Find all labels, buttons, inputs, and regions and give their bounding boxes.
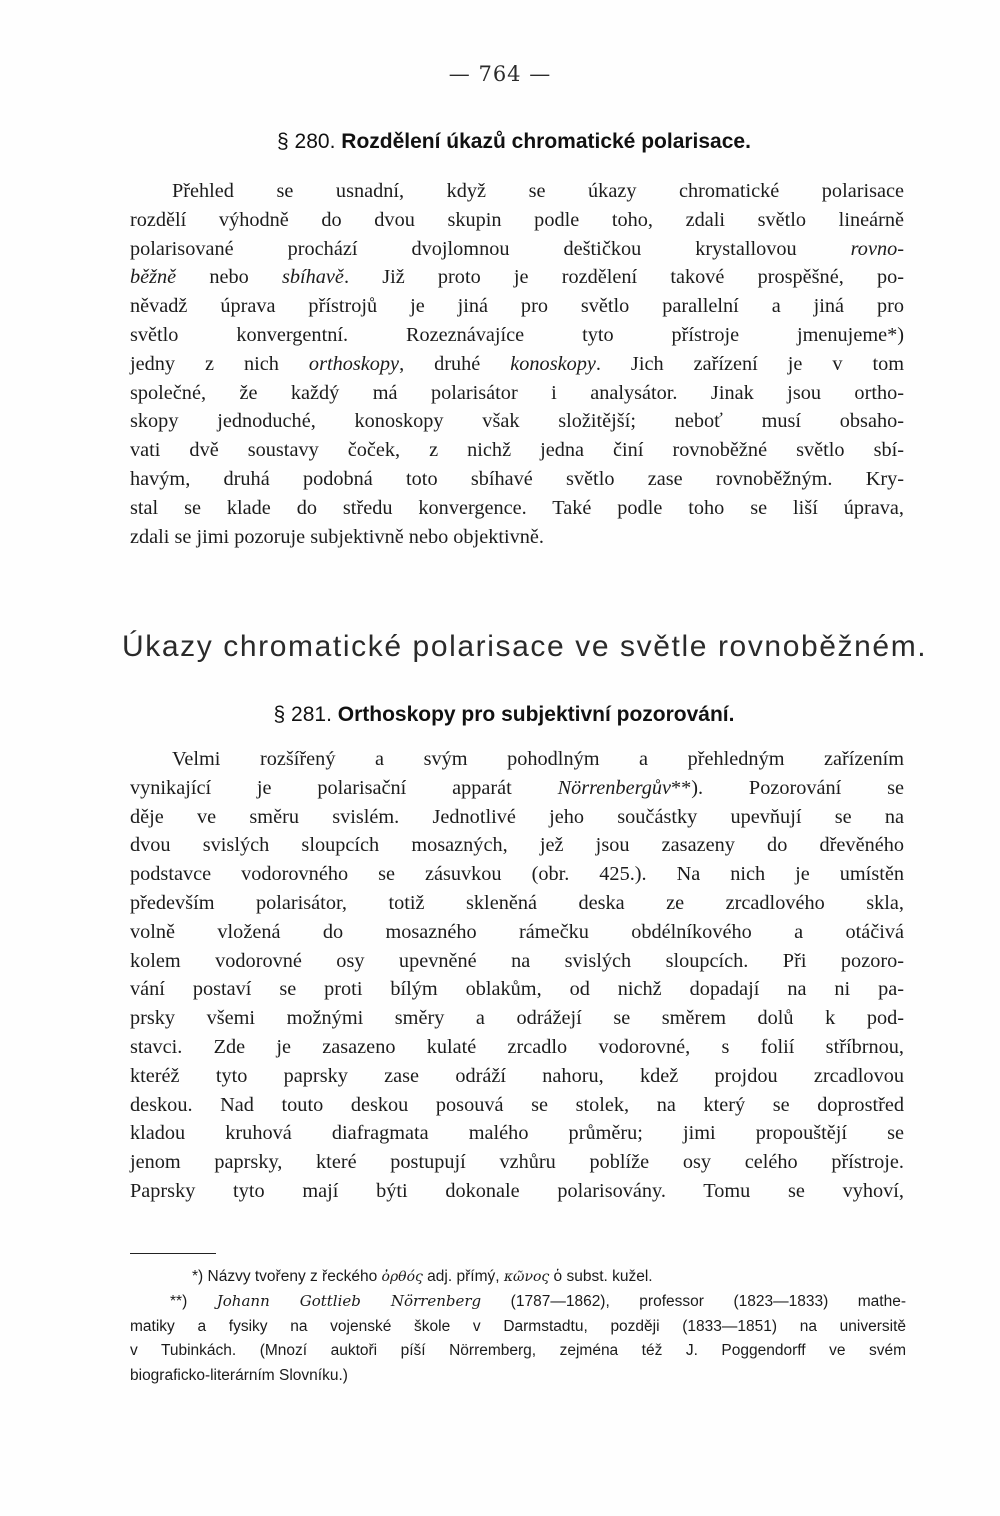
text-line: něvadž úprava přístrojů je jiná pro světlo parallelní a jiná pro xyxy=(130,295,904,318)
emphasis: běžně xyxy=(130,266,177,289)
footnote-divider xyxy=(130,1253,216,1254)
greek-word: κῶνος xyxy=(503,1269,550,1285)
text-line: skopy jednoduché, konoskopy však složitější; neboť musí obsaho- xyxy=(130,410,904,433)
text-line: kolem vodorovné osy upevněné na svislých sloupcích. Při pozoro- xyxy=(130,949,904,972)
section-281-heading xyxy=(0,703,1000,727)
text-line: Velmi rozšířený a svým pohodlným a přehledným zařízením xyxy=(172,748,904,770)
footnote-1 xyxy=(130,1265,906,1289)
text-segment: vynikající je polarisační apparát xyxy=(130,776,558,799)
paragraph-1 xyxy=(130,177,904,551)
footnote-2-line: v Tubinkách. (Mnozí auktoři píší Nörremberg, zejména též J. Poggendorff ve svém xyxy=(130,1342,906,1360)
text-line: vání postaví se proti bílým oblakům, od nichž dopadají na ni pa- xyxy=(130,978,904,1001)
page-number: — 764 — xyxy=(448,62,552,86)
emphasis: konoskopy xyxy=(510,352,596,375)
text-line: volně vložená do mosazného rámečku obdélníkového a otáčivá xyxy=(130,920,904,943)
section-280-title: Rozdělení úkazů chromatické polarisace. xyxy=(341,130,751,153)
text-line: stal se klade do středu konvergence. Také podle toho se liší úprava, xyxy=(130,496,904,519)
text-line: vati dvě soustavy čoček, z nichž jedna činí rovnoběžné světlo sbí- xyxy=(130,439,904,462)
text-segment: ὁ subst. kužel. xyxy=(549,1268,653,1285)
chapter-heading: Úkazy chromatické polarisace ve světle rovnoběžném. xyxy=(122,630,928,663)
text-line xyxy=(130,263,904,292)
text-segment: jedny z nich xyxy=(130,352,309,375)
text-line: prsky všemi možnými směry a odrážejí se směrem dolů k pod- xyxy=(130,1007,904,1030)
footnote-2-line: biograficko-literárním Slovníku.) xyxy=(130,1366,348,1384)
text-line: rozdělí výhodně do dvou skupin podle toho, zdali světlo lineárně xyxy=(130,208,904,231)
text-line xyxy=(130,774,904,803)
text-line: společné, že každý má polarisátor i analysátor. Jinak jsou ortho- xyxy=(130,381,904,404)
text-line: Paprsky tyto mají býti dokonale polarisovány. Tomu se vyhoví, xyxy=(130,1179,904,1202)
text-line: kteréž tyto paprsky zase odráží nahoru, kdež projdou zrcadlovou xyxy=(130,1064,904,1087)
text-segment: **). Pozorování se xyxy=(671,776,904,799)
text-line: především polarisátor, totiž skleněná deska ze zrcadlového skla, xyxy=(130,891,904,914)
text-line: jenom paprsky, které postupují vzhůru poblíže osy celého přístroje. xyxy=(130,1151,904,1174)
text-line: kladou kruhová diafragmata malého průměru; jimi propouštějí se xyxy=(130,1122,904,1145)
text-segment: . Jich zařízení je v tom xyxy=(595,352,904,375)
text-segment: . Již proto je rozdělení takové prospěšné, po- xyxy=(343,266,904,289)
greek-word: ὀρθός xyxy=(381,1269,423,1285)
text-line xyxy=(130,350,904,379)
emphasis: Nörrenbergův xyxy=(557,776,672,799)
text-segment: , druhé xyxy=(399,352,511,375)
footnote-2 xyxy=(130,1289,906,1314)
text-segment: polarisované prochází dvojlomnou deštičkou krystallovou xyxy=(130,237,851,260)
emphasis: Johann Gottlieb Nörrenberg xyxy=(216,1292,482,1311)
text-line xyxy=(130,235,904,264)
text-line: zdali se jimi pozoruje subjektivně nebo objektivně. xyxy=(130,525,544,548)
section-281-number: § 281. xyxy=(273,703,332,726)
text-segment: *) Názvy tvořeny z řeckého xyxy=(192,1268,382,1285)
text-line: dvou svislých sloupcích mosazných, jež jsou zasazeny do dřevěného xyxy=(130,834,904,857)
section-280-heading xyxy=(0,130,1000,154)
footnote-2-line: matiky a fysiky na vojenské škole v Darmstadtu, později (1833—1851) na universitě xyxy=(130,1317,906,1335)
paragraph-2 xyxy=(130,745,904,1206)
text-line: světlo konvergentní. Rozeznávajíce tyto přístroje jmenujeme*) xyxy=(130,323,904,346)
emphasis: sbíhavě xyxy=(281,266,344,289)
emphasis: rovno- xyxy=(850,237,904,260)
text-segment: **) xyxy=(170,1293,217,1311)
text-segment: adj. přímý, xyxy=(422,1268,504,1285)
text-line: děje ve směru svislém. Jednotlivé jeho součástky upevňují se na xyxy=(130,805,904,828)
emphasis: orthoskopy xyxy=(308,352,400,375)
text-line: deskou. Nad touto deskou posouvá se stolek, na který se doprostřed xyxy=(130,1093,904,1116)
footnotes xyxy=(130,1265,906,1388)
text-segment: (1787—1862), professor (1823—1833) mathe- xyxy=(481,1293,906,1311)
section-281-title: Orthoskopy pro subjektivní pozorování. xyxy=(337,703,735,726)
text-line: Přehled se usnadní, když se úkazy chromatické polarisace xyxy=(172,180,904,202)
text-segment: nebo xyxy=(176,266,282,289)
text-line: podstavce vodorovného se zásuvkou (obr. 425.). Na nich je umístěn xyxy=(130,863,904,886)
text-line: havým, druhá podobná toto sbíhavé světlo zase rovnoběžným. Kry- xyxy=(130,467,904,490)
section-280-number: § 280. xyxy=(277,130,336,153)
text-line: stavci. Zde je zasazeno kulaté zrcadlo vodorovné, s folií stříbrnou, xyxy=(130,1035,904,1058)
